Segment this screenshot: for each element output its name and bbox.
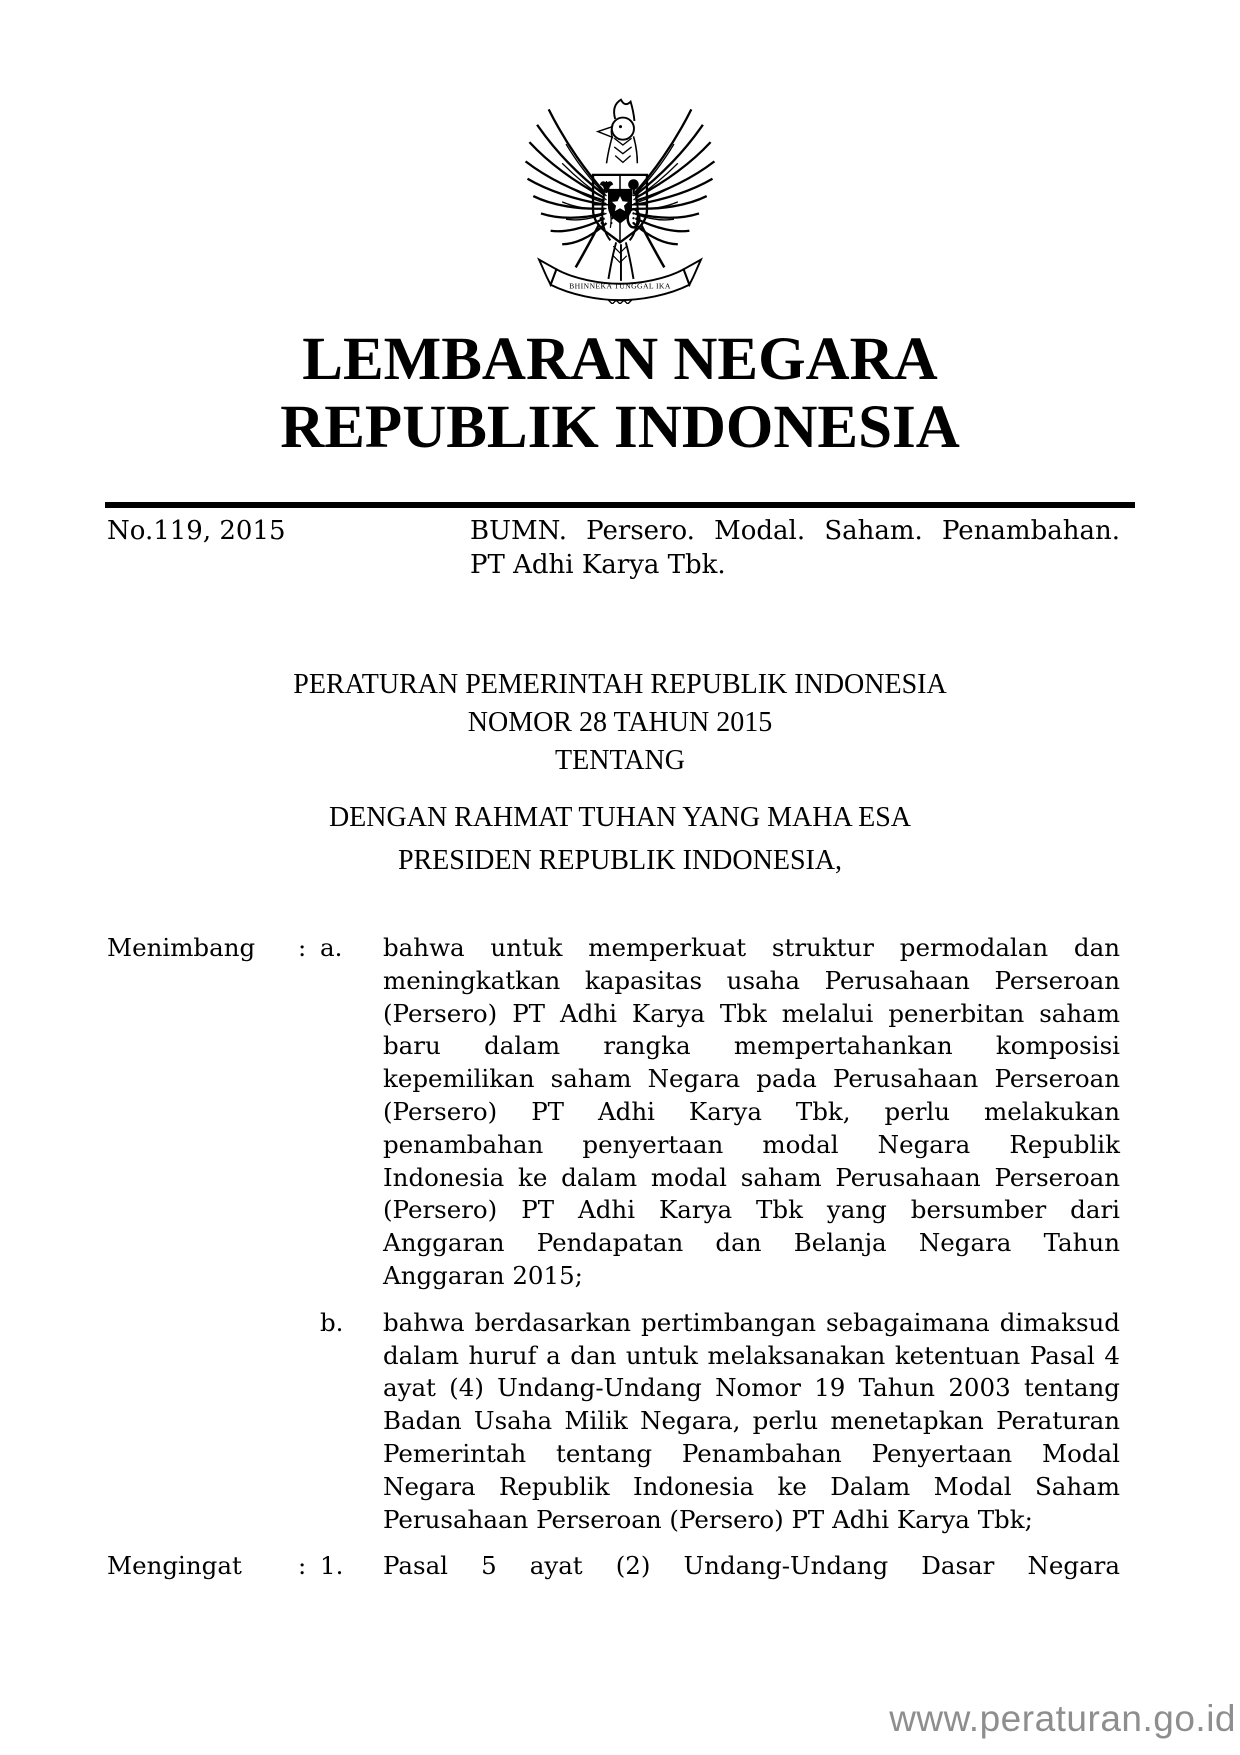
clause-item-text: bahwa untuk memperkuat struktur permodalan dan meningkatkan kapasitas usaha Perusahaan Perseroan (Persero) PT Adhi Karya Tbk melalui penerbitan saham baru dalam rangka mempertahankan komposisi kepemilikan saham Negara pada Perusahaan Perseroan (Persero) PT Adhi Karya Tbk, perlu melakukan penambahan penyertaan modal Negara Republik Indonesia ke dalam modal saham Perusahaan Perseroan (Persero) PT Adhi Karya Tbk yang bersumber dari Anggaran Pendapatan dan Belanja Negara Tahun Anggaran 2015; bbox=[383, 933, 1120, 1290]
heading-regulation-number: NOMOR 28 TAHUN 2015 bbox=[467, 707, 773, 738]
regulation-headings bbox=[0, 666, 1240, 880]
clause-item-marker: a. bbox=[320, 933, 343, 962]
gazette-subject-line2: PT Adhi Karya Tbk. bbox=[470, 550, 726, 580]
clause-colon-empty bbox=[298, 1307, 320, 1537]
garuda-pancasila-icon bbox=[520, 92, 720, 304]
gazette-number: No.119, 2015 bbox=[107, 516, 286, 546]
clause-colon: : bbox=[298, 1551, 307, 1581]
clause-colon: : bbox=[298, 933, 307, 962]
heading-tentang: TENTANG bbox=[555, 745, 685, 776]
clause-item-text: bahwa berdasarkan pertimbangan sebagaimana dimaksud dalam huruf a dan untuk melaksanakan ketentuan Pasal 4 ayat (4) Undang-Undang Nomor 19 Tahun 2003 tentang Badan Usaha Milik Negara, perlu menetapkan Peraturan Pemerintah tentang Penambahan Penyertaan Modal Negara Republik Indonesia ke Dalam Modal Saham Perusahaan Perseroan (Persero) PT Adhi Karya Tbk; bbox=[383, 1307, 1120, 1534]
clause-label: Mengingat bbox=[107, 1551, 242, 1581]
clause-menimbang-b bbox=[107, 1307, 1120, 1537]
masthead-title bbox=[0, 326, 1240, 462]
masthead-title-line1: LEMBARAN NEGARA bbox=[302, 326, 938, 393]
clause-menimbang-a bbox=[107, 932, 1120, 1293]
clause-mengingat-1 bbox=[107, 1550, 1120, 1583]
watermark-url: www.peraturan.go.id bbox=[889, 1698, 1236, 1739]
clause-label: Menimbang bbox=[107, 933, 256, 962]
gazette-subject-line1: BUMN. Persero. Modal. Saham. Penambahan. bbox=[470, 516, 1120, 546]
masthead-divider-rule bbox=[105, 502, 1135, 508]
clause-item-text: Pasal 5 ayat (2) Undang-Undang Dasar Negara bbox=[383, 1551, 1120, 1581]
heading-spacer bbox=[0, 780, 1240, 799]
clause-label-empty bbox=[107, 1307, 298, 1537]
heading-presiden: PRESIDEN REPUBLIK INDONESIA, bbox=[397, 845, 843, 876]
clause-item-marker: 1. bbox=[320, 1551, 344, 1581]
emblem-motto: BHINNEKA TUNGGAL IKA bbox=[569, 281, 671, 291]
masthead-title-line2: REPUBLIK INDONESIA bbox=[280, 394, 960, 461]
gazette-subject bbox=[470, 514, 1120, 582]
heading-regulation-title: PERATURAN PEMERINTAH REPUBLIK INDONESIA bbox=[293, 669, 947, 700]
gazette-header-row bbox=[107, 514, 1120, 582]
clause-item-marker: b. bbox=[320, 1307, 344, 1337]
clause-block bbox=[107, 932, 1120, 1583]
heading-rahmat: DENGAN RAHMAT TUHAN YANG MAHA ESA bbox=[328, 802, 912, 833]
